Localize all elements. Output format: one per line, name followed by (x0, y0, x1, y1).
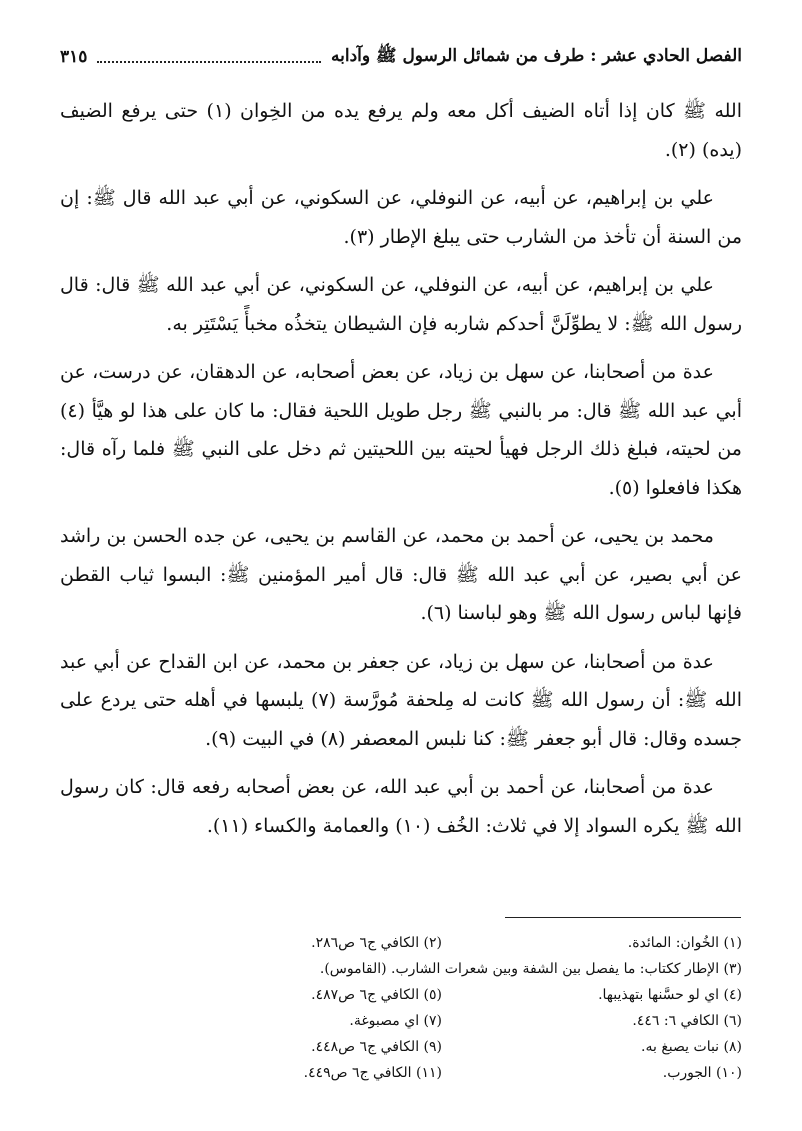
footnote-row (150, 956, 742, 982)
footnote: (١٠) الجورب. (662, 1065, 742, 1081)
footnote: (٥) الكافي ج٦ ص٤٨٧. (311, 987, 442, 1003)
footnote-divider (505, 917, 741, 918)
footnote: (٧) اي مصبوغة. (349, 1013, 442, 1029)
paragraph: محمد بن يحيى، عن أحمد بن محمد، عن القاسم بن يحيى، عن جده الحسن بن راشد عن أبي بصير، عن أبي عبد الله ﷺ قال: قال أمير المؤمنين ﷺ: البسوا ثياب القطن فإنها لباس رسول الله ﷺ وهو لباسنا (٦). (60, 525, 742, 624)
footnote: (٩) الكافي ج٦ ص٤٤٨. (311, 1039, 442, 1055)
footnote-row (150, 1060, 742, 1086)
main-text (60, 92, 742, 855)
paragraph: عدة من أصحابنا، عن سهل بن زياد، عن جعفر بن محمد، عن ابن القداح عن أبي عبد الله ﷺ: أن رسول الله ﷺ كانت له مِلحفة مُورَّسة (٧) يلبسها في أهله حتى يردع على جسده وقال: قال أبو جعفر ﷺ: كنا نلبس المعصفر (٨) في البيت (٩). (60, 650, 742, 750)
footnote: (٢) الكافي ج٦ ص٢٨٦. (311, 935, 442, 951)
page-number: ٣١٥ (60, 47, 88, 67)
paragraph: علي بن إبراهيم، عن أبيه، عن النوفلي، عن السكوني، عن أبي عبد الله قال ﷺ: إن من السنة أن تأخذ من الشارب حتى يبلغ الإطار (٣). (60, 187, 742, 248)
footnote-row (150, 1008, 742, 1034)
running-header (60, 40, 742, 74)
paragraph: عدة من أصحابنا، عن سهل بن زياد، عن بعض أصحابه، عن الدهقان، عن درست، عن أبي عبد الله ﷺ قال: مر بالنبي ﷺ رجل طويل اللحية فقال: ما كان على هذا لو هيَّأ (٤) من لحيته، فبلغ ذلك الرجل فهيأ لحيته بين اللحيتين ثم دخل على النبي ﷺ فلما رآه قال: هكذا فافعلوا (٥). (60, 361, 742, 499)
footnote: (٣) الإطار ككتاب: ما يفصل بين الشفة وبين شعرات الشارب. (القاموس). (319, 961, 742, 977)
footnote: (٤) اي لو حسَّنها بتهذيبها. (598, 987, 742, 1003)
footnote: (٦) الكافي ٦: ٤٤٦. (632, 1013, 742, 1029)
footnote-row (150, 982, 742, 1008)
chapter-title: الفصل الحادي عشر : طرف من شمائل الرسول ﷺ وآدابه (331, 45, 742, 66)
footnote-row (150, 1034, 742, 1060)
paragraph: علي بن إبراهيم، عن أبيه، عن النوفلي، عن السكوني، عن أبي عبد الله ﷺ قال: قال رسول الله ﷺ: لا يطوِّلَنَّ أحدكم شاربه فإن الشيطان يتخذُه مخبأً يَسْتَتِر به. (60, 274, 742, 335)
paragraph: عدة من أصحابنا، عن أحمد بن أبي عبد الله، عن بعض أصحابه رفعه قال: كان رسول الله ﷺ يكره السواد إلا في ثلاث: الخُف (١٠) والعمامة والكساء (١١). (60, 776, 742, 837)
leader-dots (97, 51, 321, 63)
footnote-row (150, 930, 742, 956)
footnote: (١١) الكافي ج٦ ص٤٤٩. (303, 1065, 442, 1081)
footnote: (١) الخُوان: المائدة. (627, 935, 742, 951)
footnote: (٨) نبات يصبغ به. (641, 1039, 742, 1055)
paragraph: الله ﷺ كان إذا أتاه الضيف أكل معه ولم يرفع يده من الخِوان (١) حتى يرفع الضيف (يده) (٢). (60, 100, 742, 161)
footnotes (150, 930, 742, 1086)
